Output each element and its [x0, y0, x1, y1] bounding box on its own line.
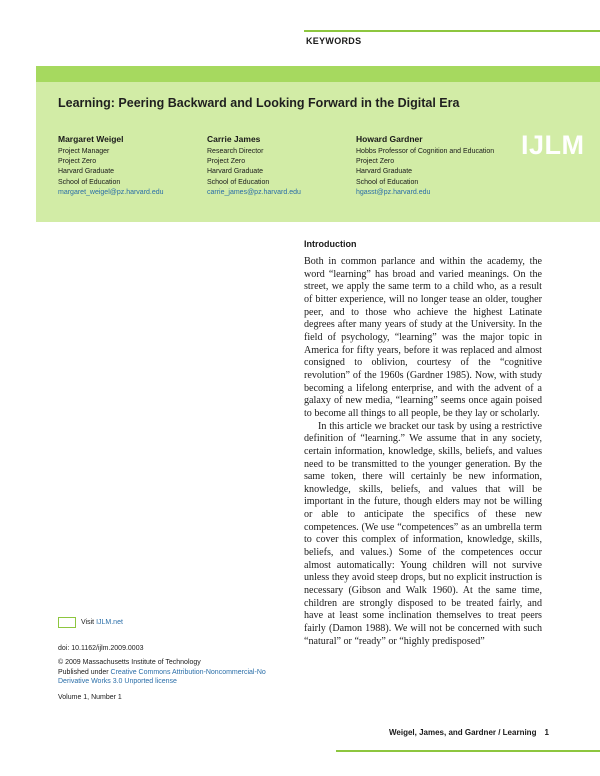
copyright-block: [58, 658, 290, 687]
author-block: [58, 134, 164, 198]
body-paragraph: Both in common parlance and within the academy, the word “learning” has broad and varied meanings. On the street, we apply the same term to a child who, as a result of bitter experience, will no longer tease an older, tougher peer, and to those who achieve the highest Latinate degrees after many years of study at the University. In the field of psychology, “learning” was the major topic in America for fifty years, before it was replaced and almost consigned to oblivion, courtesy of the “cognitive revolution” of the 1960s (Gardner 1985). Now, with study becoming a lifelong enterprise, and with the advent of a galaxy of new media, “learning” seems once again poised to become all things to all people, be they lay or scholarly.: [304, 256, 542, 419]
author-affiliation: School of Education: [356, 178, 419, 186]
section-heading: Introduction: [304, 239, 357, 249]
body-paragraph: In this article we bracket our task by using a restrictive definition of “learning.” We assume that in any society, certain information, knowledge, skills, beliefs, and values need to be transmitted to the younger generation. By the same token, there will certainly be new information, knowledge, skills, beliefs, and values that will be important in the future, though elders may not be willing or able to anticipate the specifics of these new competences. (We use “competences” as an umbrella term to cover this complex of information, knowledge, skills, beliefs, and values.) Some of the competences occur almost automatically: Young children will not survive unless they avoid steep drops, but no explicit instruction is necessary (Gibson and Walk 1960). At the same time, children are strongly disposed to be treated fairly, and have at least some inclination themselves to treat peers fairly (Damon 1988). We will not be concerned with such “natural” or “ready” or “highly predisposed”: [304, 420, 542, 647]
author-email-link[interactable]: carrie_james@pz.harvard.edu: [207, 188, 301, 196]
author-affiliation: Harvard Graduate: [207, 168, 264, 176]
author-name: Carrie James: [207, 134, 261, 144]
author-affiliation: Project Manager: [58, 148, 110, 155]
author-affiliation: Hobbs Professor of Cognition and Education: [356, 148, 495, 155]
author-name: Howard Gardner: [356, 134, 423, 144]
author-affiliation: School of Education: [207, 178, 270, 186]
author-affiliation: Project Zero: [356, 158, 395, 166]
author-block: [356, 134, 496, 198]
visit-line: [58, 617, 123, 628]
author-affiliation: School of Education: [58, 178, 121, 186]
author-block: [207, 134, 301, 198]
author-email-link[interactable]: hgasst@pz.harvard.edu: [356, 188, 431, 196]
author-affiliation: Harvard Graduate: [356, 168, 413, 176]
copyright-line: © 2009 Massachusetts Institute of Technology: [58, 659, 201, 666]
page-footer: [389, 728, 549, 737]
journal-logo: IJLM: [521, 130, 585, 160]
page-number: 1: [544, 728, 549, 737]
license-prefix: Published under: [58, 668, 109, 676]
article-title: Learning: Peering Backward and Looking Forward in the Digital Era: [58, 96, 460, 110]
keywords-label: KEYWORDS: [306, 36, 362, 46]
journal-site-link[interactable]: IJLM.net: [96, 619, 123, 626]
doi: doi: 10.1162/ijlm.2009.0003: [58, 645, 144, 652]
body-text: [304, 256, 542, 708]
visit-prefix: Visit: [81, 619, 95, 626]
license-link[interactable]: Creative Commons Attribution-Noncommercial-No Derivative Works 3.0 Unported license: [58, 668, 266, 686]
running-head: Weigel, James, and Gardner / Learning: [389, 728, 537, 737]
author-email-link[interactable]: margaret_weigel@pz.harvard.edu: [58, 188, 164, 196]
top-rule: [304, 30, 600, 32]
author-affiliation: Project Zero: [58, 158, 97, 166]
author-affiliation: Project Zero: [207, 158, 246, 166]
author-name: Margaret Weigel: [58, 134, 124, 144]
volume-number: Volume 1, Number 1: [58, 694, 122, 701]
author-affiliation: Harvard Graduate: [58, 168, 115, 176]
bottom-rule: [336, 750, 600, 752]
author-affiliation: Research Director: [207, 148, 264, 155]
visit-box-icon: [58, 617, 76, 628]
